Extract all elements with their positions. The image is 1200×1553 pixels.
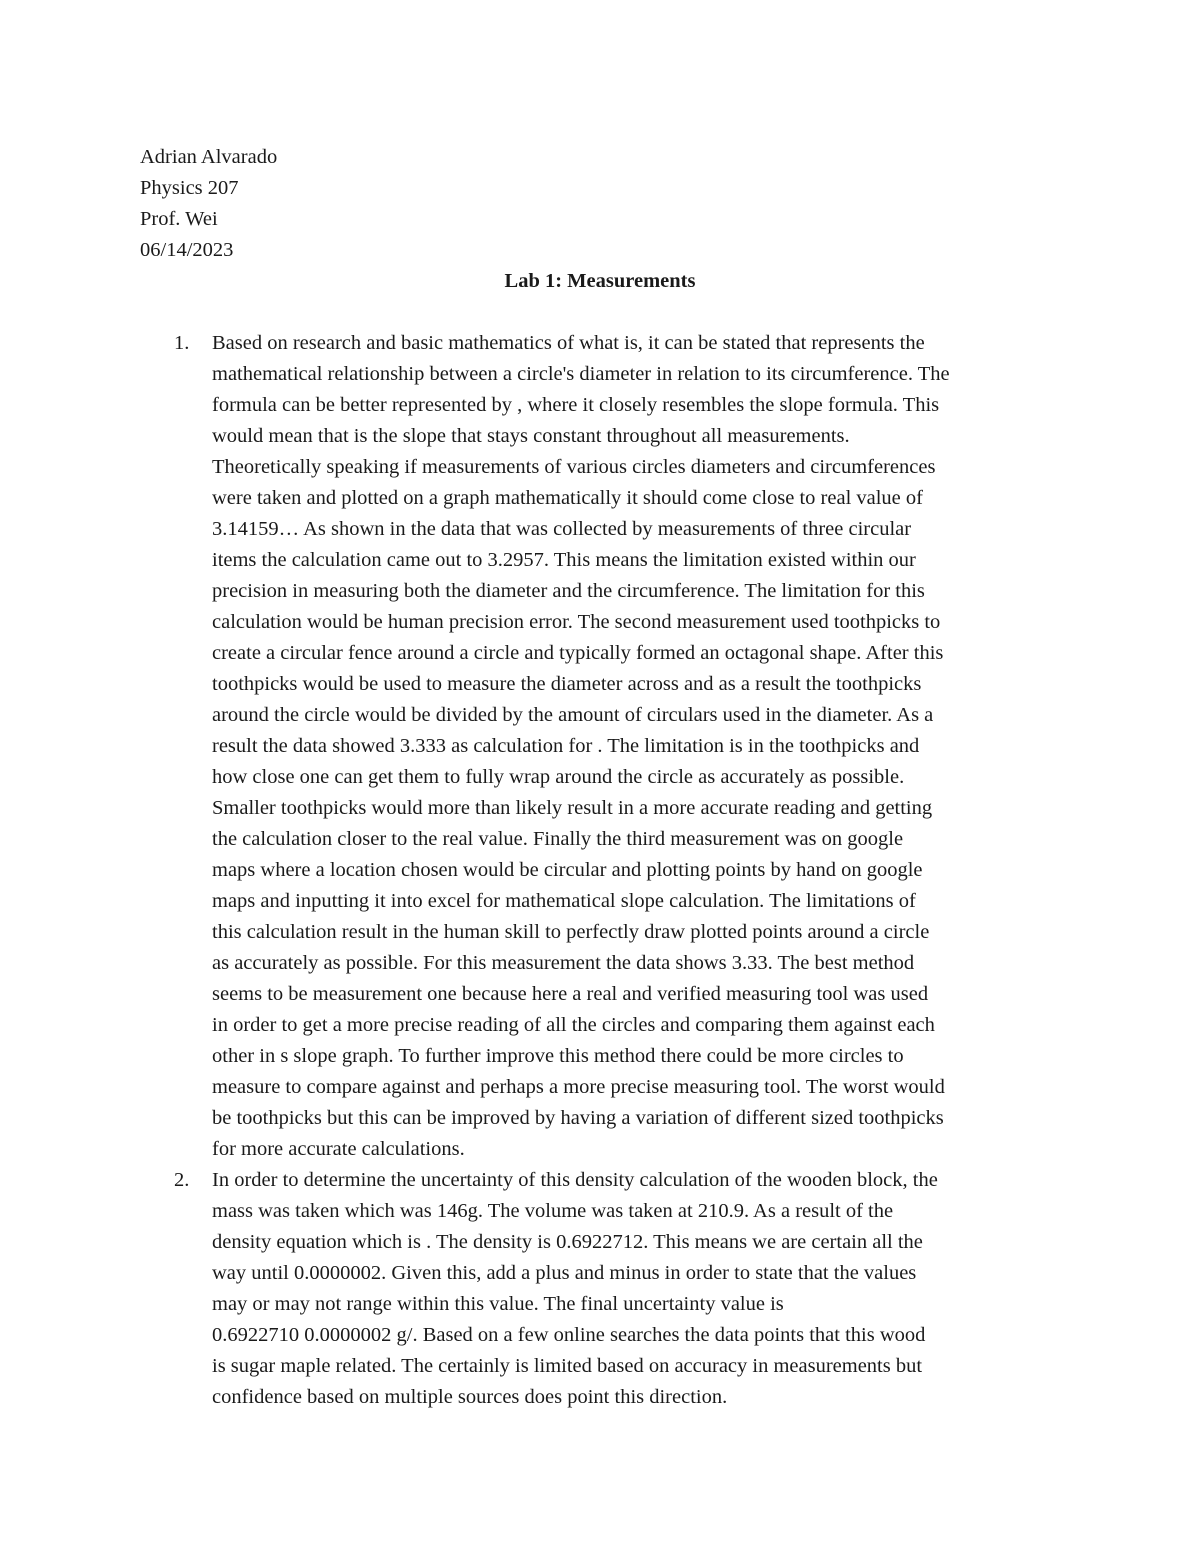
course-name: Physics 207 — [140, 177, 239, 199]
text-line: seems to be measurement one because here a real and verified measuring tool was used — [212, 983, 929, 1005]
text-line: measure to compare against and perhaps a more precise measuring tool. The worst would — [212, 1076, 945, 1098]
text-line: Based on research and basic mathematics of what is, it can be stated that represents the — [212, 332, 925, 354]
list-item-text — [212, 328, 1075, 1165]
text-line: toothpicks would be used to measure the diameter across and as a result the toothpicks — [212, 673, 922, 695]
text-line: would mean that is the slope that stays constant throughout all measurements. — [212, 425, 850, 447]
text-line: Smaller toothpicks would more than likely result in a more accurate reading and getting — [212, 797, 933, 819]
text-line: how close one can get them to fully wrap around the circle as accurately as possible. — [212, 766, 905, 788]
list-item-1 — [140, 328, 1075, 1165]
text-line: mass was taken which was 146g. The volume was taken at 210.9. As a result of the — [212, 1200, 894, 1222]
text-line: as accurately as possible. For this measurement the data shows 3.33. The best method — [212, 952, 915, 974]
text-line: density equation which is . The density is 0.6922712. This means we are certain all the — [212, 1231, 923, 1253]
text-line: result the data showed 3.333 as calculation for . The limitation is in the toothpicks and — [212, 735, 920, 757]
date: 06/14/2023 — [140, 239, 234, 261]
text-line: 3.14159… As shown in the data that was collected by measurements of three circular — [212, 518, 912, 540]
text-line: be toothpicks but this can be improved by having a variation of different sized toothpicks — [212, 1107, 944, 1129]
text-line: formula can be better represented by , where it closely resembles the slope formula. This — [212, 394, 940, 416]
text-line: may or may not range within this value. The final uncertainty value is — [212, 1293, 784, 1315]
text-line: confidence based on multiple sources does point this direction. — [212, 1386, 728, 1408]
text-line: mathematical relationship between a circle's diameter in relation to its circumference. The — [212, 363, 950, 385]
list-item-2 — [140, 1165, 1075, 1413]
text-line: around the circle would be divided by the amount of circulars used in the diameter. As a — [212, 704, 934, 726]
list-item-text — [212, 1165, 1075, 1413]
text-line: this calculation result in the human skill to perfectly draw plotted points around a circle — [212, 921, 930, 943]
author-name: Adrian Alvarado — [140, 146, 278, 168]
text-line: were taken and plotted on a graph mathematically it should come close to real value of — [212, 487, 923, 509]
list-item-number: 2. — [174, 1169, 190, 1191]
text-line: 0.6922710 0.0000002 g/. Based on a few online searches the data points that this wood — [212, 1324, 926, 1346]
text-line: precision in measuring both the diameter and the circumference. The limitation for this — [212, 580, 925, 602]
text-line: maps and inputting it into excel for mathematical slope calculation. The limitations of — [212, 890, 916, 912]
text-line: maps where a location chosen would be circular and plotting points by hand on google — [212, 859, 923, 881]
text-line: way until 0.0000002. Given this, add a plus and minus in order to state that the values — [212, 1262, 917, 1284]
text-line: Theoretically speaking if measurements of various circles diameters and circumferences — [212, 456, 936, 478]
page-title: Lab 1: Measurements — [504, 270, 696, 292]
text-line: create a circular fence around a circle and typically formed an octagonal shape. After this — [212, 642, 944, 664]
text-line: the calculation closer to the real value. Finally the third measurement was on google — [212, 828, 904, 850]
text-line: items the calculation came out to 3.2957. This means the limitation existed within our — [212, 549, 916, 571]
header-block — [140, 142, 277, 266]
numbered-list — [140, 328, 1075, 1413]
professor-name: Prof. Wei — [140, 208, 218, 230]
text-line: in order to get a more precise reading of all the circles and comparing them against each — [212, 1014, 935, 1036]
text-line: is sugar maple related. The certainly is limited based on accuracy in measurements but — [212, 1355, 923, 1377]
text-line: other in s slope graph. To further improve this method there could be more circles to — [212, 1045, 904, 1067]
text-line: In order to determine the uncertainty of this density calculation of the wooden block, the — [212, 1169, 938, 1191]
text-line: for more accurate calculations. — [212, 1138, 465, 1160]
text-line: calculation would be human precision error. The second measurement used toothpicks to — [212, 611, 941, 633]
list-item-number: 1. — [174, 332, 190, 354]
